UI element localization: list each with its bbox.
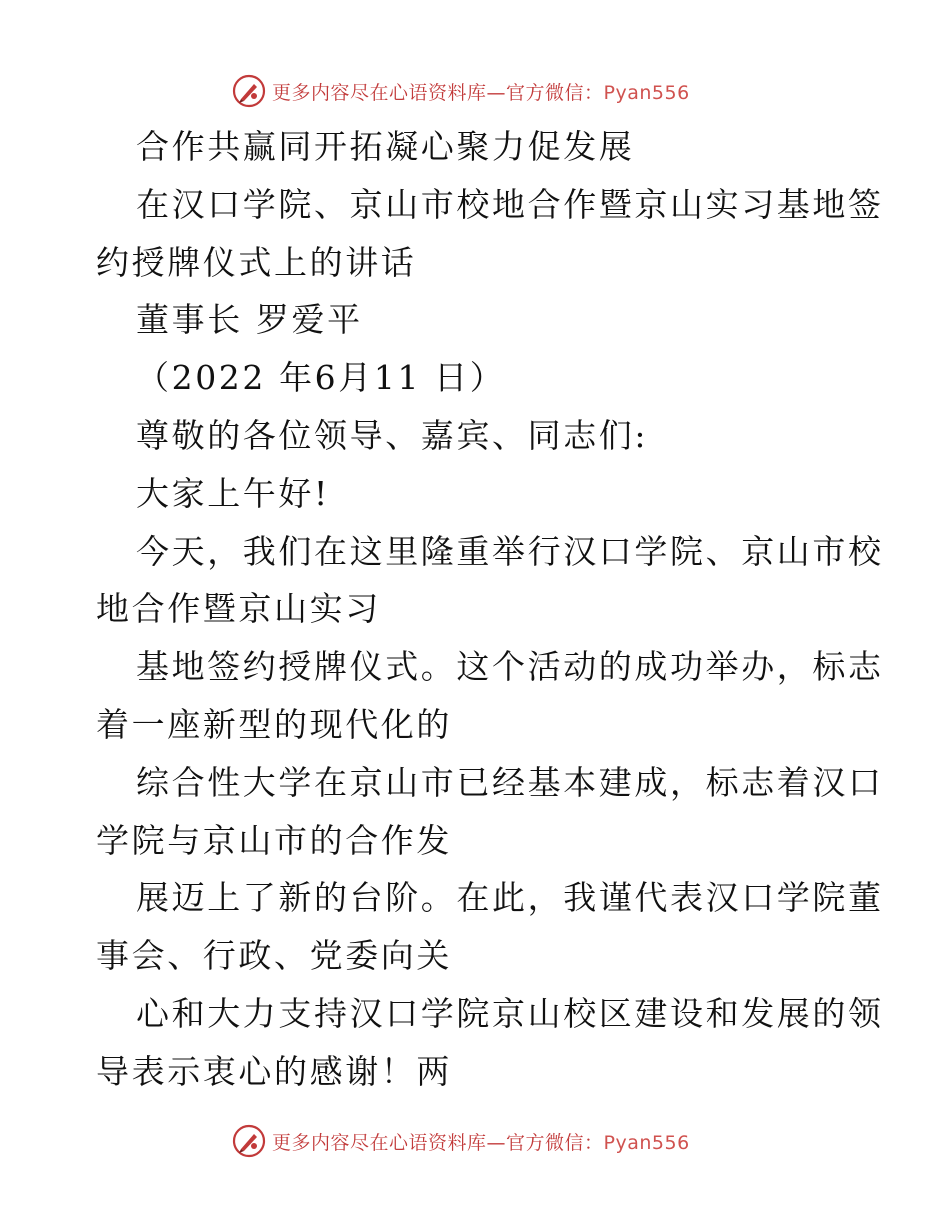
text-line: （2022 年6月11 日） <box>136 358 506 398</box>
text-line: 导表示衷心的感谢！两 <box>96 1051 452 1091</box>
text-line: 着一座新型的现代化的 <box>96 704 452 744</box>
text-line: 基地签约授牌仪式。这个活动的成功举办，标志 <box>136 647 884 687</box>
quill-pen-seal-icon <box>232 1124 266 1158</box>
text-line: 大家上午好! <box>136 473 330 513</box>
text-line: 学院与京山市的合作发 <box>96 820 452 860</box>
text-line: 展迈上了新的台阶。在此，我谨代表汉口学院董 <box>136 878 884 918</box>
document-body <box>96 118 884 1101</box>
text-line: 心和大力支持汉口学院京山校区建设和发展的领 <box>136 993 884 1033</box>
text-line: 董事长 罗爱平 <box>136 300 363 340</box>
text-line: 合作共赢同开拓凝心聚力促发展 <box>136 127 635 166</box>
text-line: 地合作暨京山实习 <box>96 589 381 629</box>
watermark-text: 更多内容尽在心语资料库—官方微信： <box>272 1131 604 1154</box>
text-line: 今天，我们在这里隆重举行汉口学院、京山市校 <box>136 531 884 571</box>
watermark-wechat-id: Pyan556 <box>603 1131 690 1154</box>
watermark-text-group <box>272 78 690 105</box>
watermark-text-group <box>272 1128 690 1155</box>
text-line: 在汉口学院、京山市校地合作暨京山实习基地签 <box>136 184 884 224</box>
watermark-header <box>232 71 690 111</box>
watermark-footer <box>232 1121 690 1161</box>
text-line: 事会、行政、党委向关 <box>96 936 452 976</box>
watermark-wechat-id: Pyan556 <box>603 81 690 104</box>
text-line: 约授牌仪式上的讲话 <box>96 242 417 282</box>
quill-pen-seal-icon <box>232 74 266 108</box>
text-line: 尊敬的各位领导、嘉宾、同志们: <box>136 415 649 455</box>
watermark-text: 更多内容尽在心语资料库—官方微信： <box>272 81 604 104</box>
text-line: 综合性大学在京山市已经基本建成，标志着汉口 <box>136 762 884 802</box>
